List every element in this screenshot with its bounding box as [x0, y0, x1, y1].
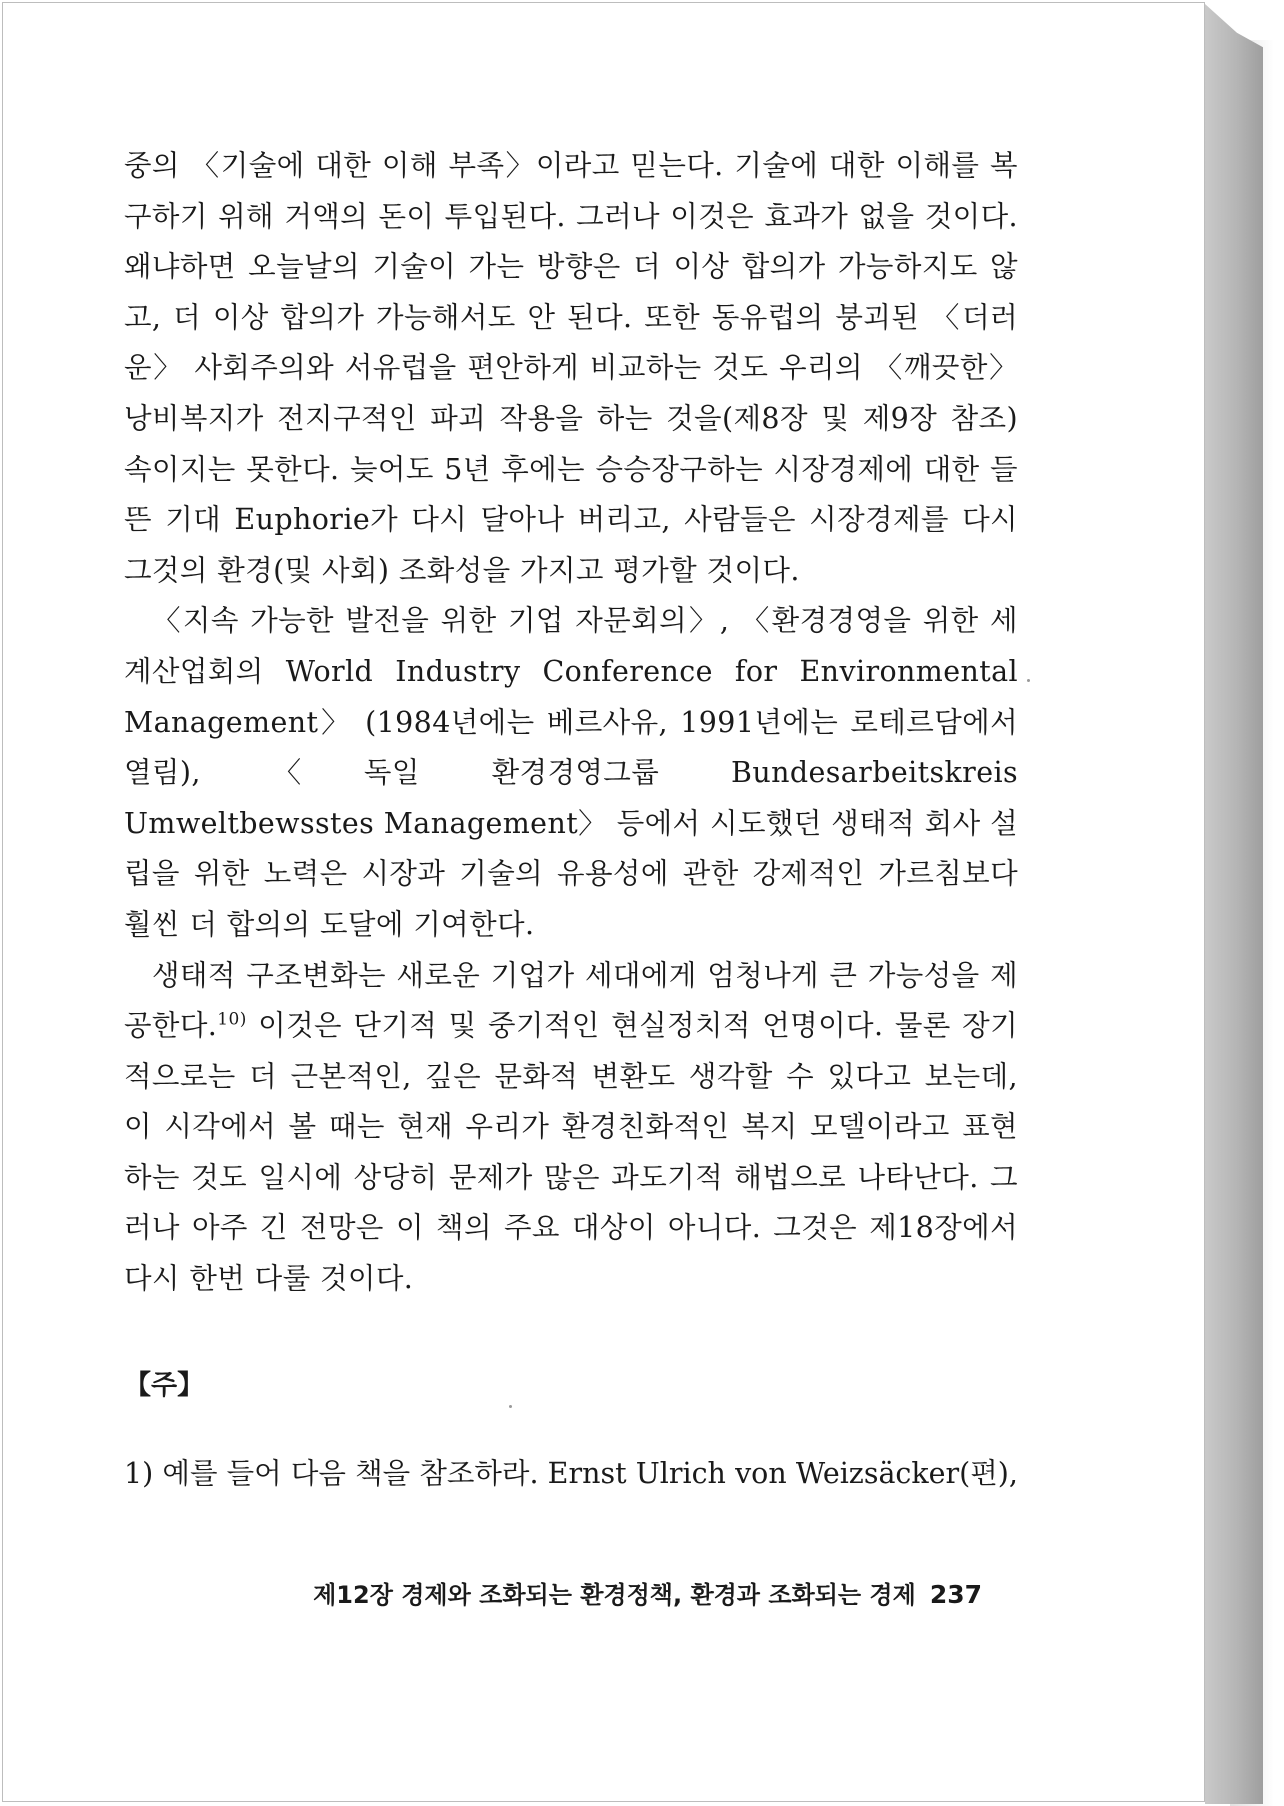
page-number: 237 [929, 1580, 982, 1609]
paragraph-1: 중의 〈기술에 대한 이해 부족〉이라고 믿는다. 기술에 대한 이해를 복구하기 위해 거액의 돈이 투입된다. 그러나 이것은 효과가 없을 것이다. 왜냐하면 오늘날의 기술이 가는 방향은 더 이상 합의가 가능하지도 않고, 더 이상 합의가 가능해서도 안 된다. 또한 동유럽의 붕괴된 〈더러운〉 사회주의와 서유럽을 편안하게 비교하는 것도 우리의 〈깨끗한〉 낭비복지가 전지구적인 파괴 작용을 하는 것을(제8장 및 제9장 참조) 속이지는 못한다. 늦어도 5년 후에는 승승장구하는 시장경제에 대한 들뜬 기대 Euphorie가 다시 달아나 버리고, 사람들은 시장경제를 다시 그것의 환경(및 사회) 조화성을 가지고 평가할 것이다. [124, 149, 1018, 587]
page [2, 2, 1205, 1802]
notes-heading: 【주】 [124, 1370, 205, 1401]
footnote-reference: 10) [217, 1009, 247, 1030]
paragraph-3-part-2: 이것은 단기적 및 중기적인 현실정치적 언명이다. 물론 장기적으로는 더 근본적인, 깊은 문화적 변환도 생각할 수 있다고 보는데, 이 시각에서 볼 때는 현재 우리가 환경친화적인 복지 모델이라고 표현하는 것도 일시에 상당히 문제가 많은 과도기적 해법으로 나타난다. 그러나 아주 긴 전망은 이 책의 주요 대상이 아니다. 그것은 제18장에서 다시 한번 다룰 것이다. [124, 1009, 1018, 1296]
paragraph-3-part-1: 생태적 구조변화는 새로운 기업가 세대에게 엄청나게 큰 가능성을 제공한다. [124, 958, 1018, 1043]
scan-speck [509, 1405, 512, 1408]
paragraph-3 [124, 951, 1018, 1305]
body-text [124, 141, 1018, 1305]
paragraph-2: 〈지속 가능한 발전을 위한 기업 자문회의〉, 〈환경경영을 위한 세계산업회의 World Industry Conference for Environmental Management〉 (1984년에는 베르사유, 1991년에는 로테르담에서 열림), 〈독일 환경경영그룹 Bundesarbeitskreis Umweltbewsstes Management〉 등에서 시도했던 생태적 회사 설립을 위한 노력은 시장과 기술의 유용성에 관한 강제적인 가르침보다 훨씬 더 합의의 도달에 기여한다. [124, 604, 1018, 941]
page-edge [1205, 4, 1263, 1804]
running-title: 제12장 경제와 조화되는 환경정책, 환경과 조화되는 경제 [313, 1581, 916, 1609]
footnote-1: 1) 예를 들어 다음 책을 참조하라. Ernst Ulrich von Weizsäcker(편), [124, 1457, 1018, 1490]
running-footer [313, 1575, 982, 1610]
scan-speck [1027, 679, 1030, 682]
